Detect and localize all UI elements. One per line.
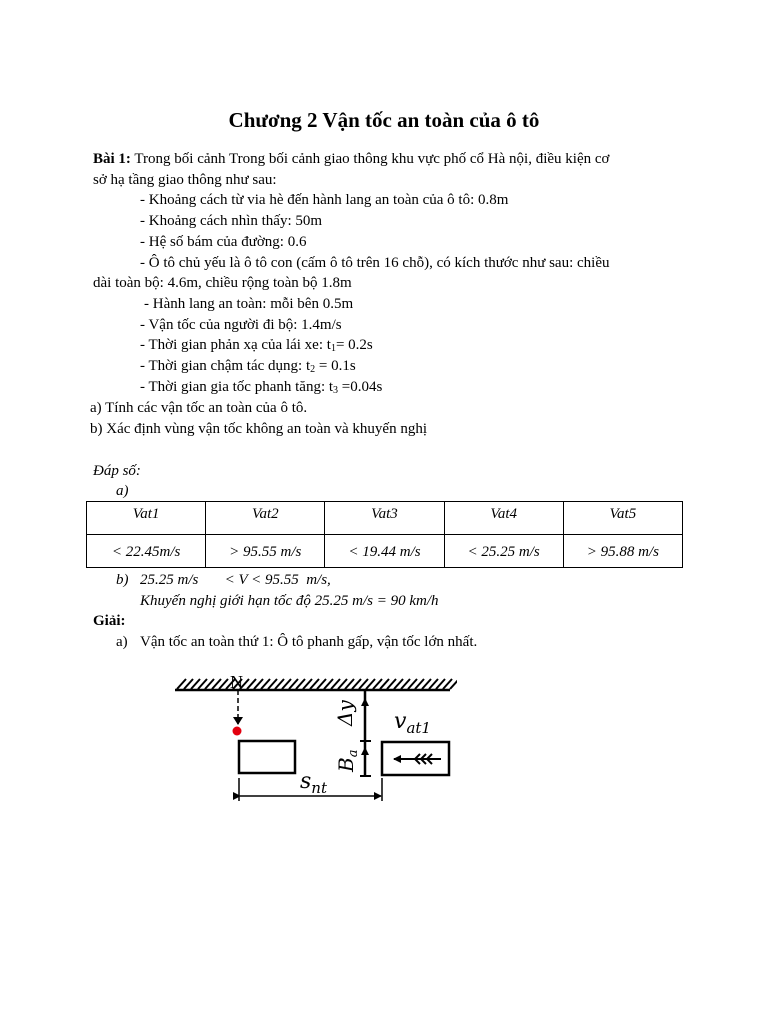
point-n-label: N — [230, 672, 243, 692]
problem-label: Bài 1: — [93, 151, 131, 167]
svg-text:Ba: $B_a$ — [334, 749, 361, 772]
table-header-cell: Vat2 — [206, 502, 325, 535]
answer-part-b-label: b) — [116, 572, 129, 588]
speed-recommendation: Khuyến nghị giới hạn tốc độ 25.25 m/s = 90 km/h — [140, 593, 439, 609]
sidewalk-hatching — [175, 679, 457, 690]
problem-intro-line-1 — [93, 149, 609, 170]
condition-item: - Hệ số bám của đường: 0.6 — [140, 234, 307, 250]
condition-item-continued: dài toàn bộ: 4.6m, chiều rộng toàn bộ 1.8m — [93, 275, 352, 291]
table-cell: < 19.44 m/s — [325, 535, 444, 568]
table-cell: < 25.25 m/s — [444, 535, 563, 568]
ba-label — [334, 750, 361, 773]
table-header-cell: Vat1 — [87, 502, 206, 535]
solution-label: Giải: — [93, 613, 126, 629]
pedestrian-direction-arrow — [233, 717, 243, 725]
table-header-row — [87, 502, 683, 535]
table-cell: > 95.55 m/s — [206, 535, 325, 568]
table-header-cell: Vat4 — [444, 502, 563, 535]
solution-part-a-text: Vận tốc an toàn thứ 1: Ô tô phanh gấp, vận tốc lớn nhất. — [140, 634, 478, 650]
chapter-title: Chương 2 Vận tốc an toàn của ô tô — [228, 108, 540, 132]
condition-item: - Vận tốc của người đi bộ: 1.4m/s — [140, 317, 342, 333]
braking-diagram — [172, 666, 457, 811]
condition-item: - Ô tô chủ yếu là ô tô con (cấm ô tô trên 16 chỗ), có kích thước như sau: chiều — [140, 255, 610, 271]
answer-label: Đáp số: — [93, 463, 141, 479]
table-row — [87, 535, 683, 568]
problem-intro-text: Trong bối cảnh Trong bối cảnh giao thông khu vực phố cổ Hà nội, điều kiện cơ — [130, 151, 610, 167]
table-header-cell: Vat5 — [563, 502, 682, 535]
condition-item-t2: - Thời gian chậm tác dụng: $t_2 = 0.1s$ — [140, 358, 356, 375]
condition-item-t3: - Thời gian gia tốc phanh tăng: $t_3 =0.04s$ — [140, 379, 383, 396]
problem-intro-line-2: sở hạ tầng giao thông như sau: — [93, 172, 277, 188]
solution-part-a-label: a) — [116, 634, 128, 650]
question-a: a) Tính các vận tốc an toàn của ô tô. — [90, 400, 308, 416]
answer-part-a-label: a) — [116, 483, 129, 499]
table-header-cell: Vat3 — [325, 502, 444, 535]
velocity-label: $v_{at1}$ — [394, 709, 431, 737]
condition-item: - Hành lang an toàn: mỗi bên 0.5m — [144, 296, 354, 312]
obstacle-car-box — [239, 741, 295, 773]
condition-item-t1: - Thời gian phản xạ của lái xe: $t_1= 0.2s$ — [140, 337, 373, 354]
condition-item: - Khoảng cách từ via hè đến hành lang an toàn của ô tô: 0.8m — [140, 192, 509, 208]
table-cell: < 22.45m/s — [87, 535, 206, 568]
question-b: b) Xác định vùng vận tốc không an toàn và khuyến nghị — [90, 421, 428, 437]
answer-part-b-range: 25.25 m/s < V < 95.55 m/s, — [140, 572, 331, 588]
distance-label: $s_{nt}$ — [300, 769, 327, 797]
pedestrian-dot — [233, 727, 242, 736]
answer-table — [86, 501, 683, 568]
condition-item: - Khoảng cách nhìn thấy: 50m — [140, 213, 323, 229]
dy-label: Δy — [333, 700, 357, 726]
table-cell: > 95.88 m/s — [563, 535, 682, 568]
